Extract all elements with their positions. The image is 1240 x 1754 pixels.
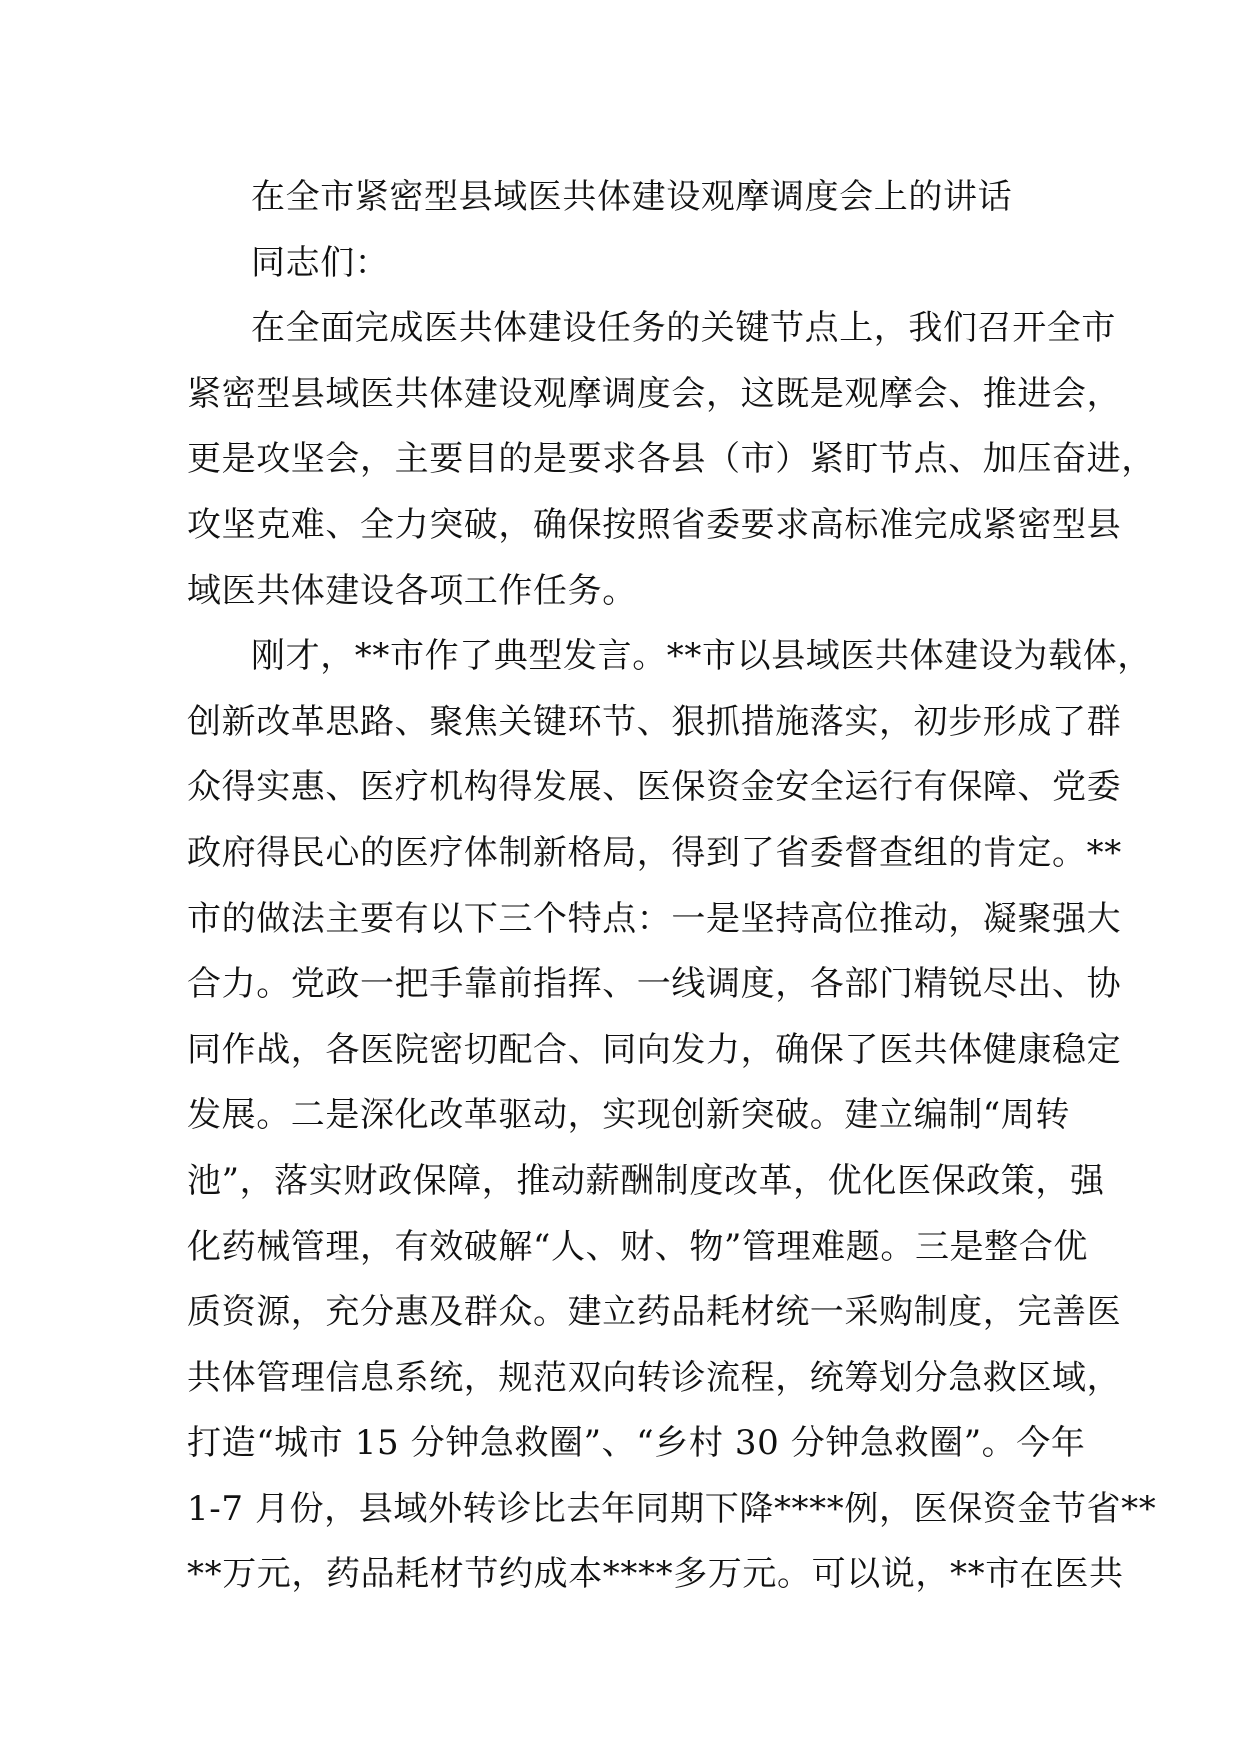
paragraph-2-line-13: 打造“城市 15 分钟急救圈”、“乡村 30 分钟急救圈”。今年 <box>187 1423 1086 1464</box>
paragraph-2-line-12: 共体管理信息系统，规范双向转诊流程，统筹划分急救区域， <box>187 1357 1122 1398</box>
paragraph-1-line-3: 更是攻坚会，主要目的是要求各县（市）紧盯节点、加压奋进， <box>187 439 1156 480</box>
paragraph-2-line-11: 质资源，充分惠及群众。建立药品耗材统一采购制度，完善医 <box>187 1292 1122 1333</box>
paragraph-2-line-1: 刚才，**市作了典型发言。**市以县域医共体建设为载体， <box>251 636 1152 677</box>
paragraph-2-line-15: **万元，药品耗材节约成本****多万元。可以说，**市在医共 <box>187 1554 1124 1595</box>
paragraph-2-line-3: 众得实惠、医疗机构得发展、医保资金安全运行有保障、党委 <box>187 767 1122 808</box>
paragraph-2-line-5: 市的做法主要有以下三个特点：一是坚持高位推动，凝聚强大 <box>187 898 1122 939</box>
paragraph-2-line-14: 1-7 月份，县域外转诊比去年同期下降****例，医保资金节省** <box>187 1488 1157 1529</box>
paragraph-1-line-1: 在全面完成医共体建设任务的关键节点上，我们召开全市 <box>251 308 1116 349</box>
document-title: 在全市紧密型县域医共体建设观摩调度会上的讲话 <box>251 177 1013 217</box>
salutation: 同志们： <box>251 242 390 283</box>
paragraph-1-line-4: 攻坚克难、全力突破，确保按照省委要求高标准完成紧密型县 <box>187 504 1122 545</box>
paragraph-2-line-7: 同作战，各医院密切配合、同向发力，确保了医共体健康稳定 <box>187 1029 1122 1070</box>
paragraph-2-line-10: 化药械管理，有效破解“人、财、物”管理难题。三是整合优 <box>187 1226 1088 1267</box>
paragraph-2-line-8: 发展。二是深化改革驱动，实现创新突破。建立编制“周转 <box>187 1095 1070 1136</box>
paragraph-2-line-6: 合力。党政一把手靠前指挥、一线调度，各部门精锐尽出、协 <box>187 964 1122 1005</box>
paragraph-2-line-2: 创新改革思路、聚焦关键环节、狠抓措施落实，初步形成了群 <box>187 701 1122 742</box>
paragraph-2-line-4: 政府得民心的医疗体制新格局，得到了省委督查组的肯定。** <box>187 832 1122 873</box>
paragraph-2-line-9: 池”，落实财政保障，推动薪酬制度改革，优化医保政策，强 <box>187 1160 1105 1201</box>
speech-text <box>187 165 1157 1608</box>
paragraph-1-line-5: 域医共体建设各项工作任务。 <box>187 570 637 611</box>
paragraph-1-line-2: 紧密型县域医共体建设观摩调度会，这既是观摩会、推进会， <box>187 373 1122 414</box>
